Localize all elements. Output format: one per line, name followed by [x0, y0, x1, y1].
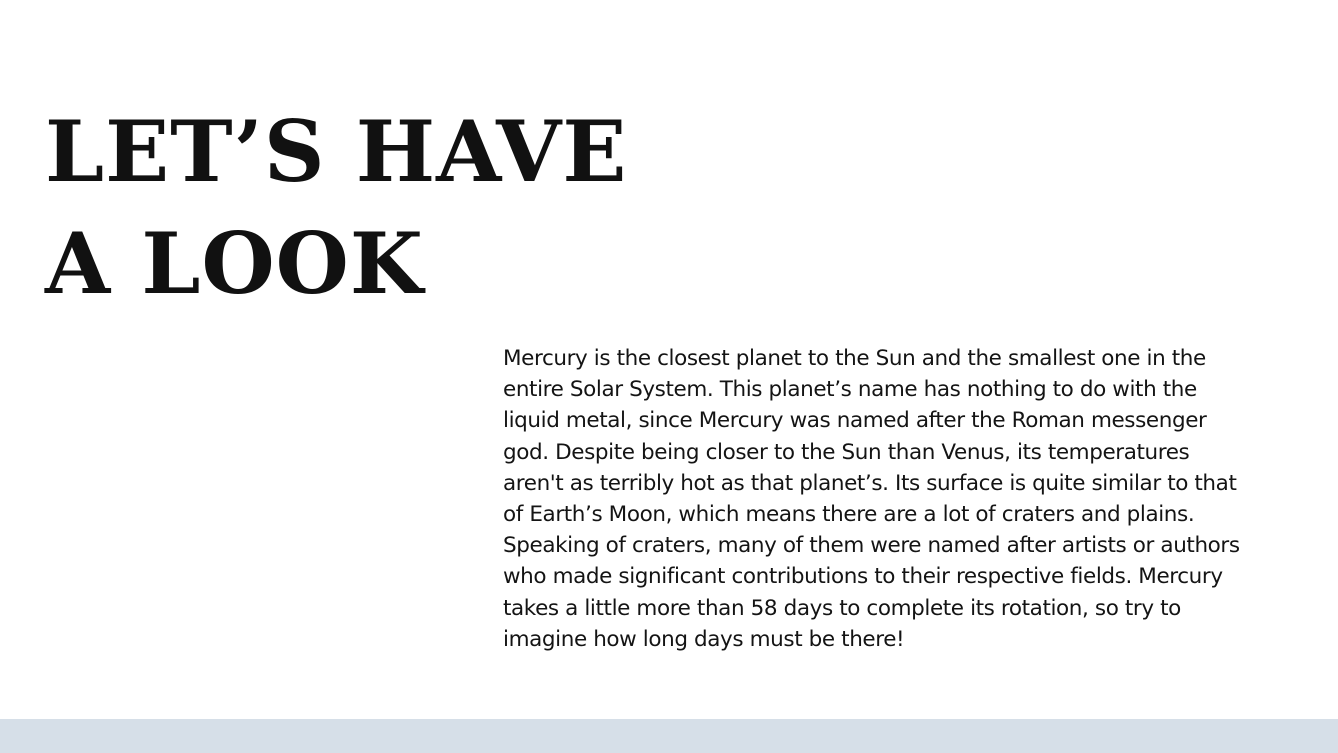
footer-bar	[0, 719, 1338, 753]
slide-title	[45, 96, 665, 320]
body-line: Mercury is the closest planet to the Sun and the smallest one in the	[503, 346, 1206, 371]
title-line-1: LET’S HAVE	[45, 102, 628, 201]
body-line: god. Despite being closer to the Sun than Venus, its temperatures	[503, 439, 1190, 465]
body-line: who made significant contributions to their respective fields. Mercury	[503, 564, 1223, 590]
body-line: entire Solar System. This planet’s name has nothing to do with the	[503, 377, 1197, 403]
body-line: of Earth’s Moon, which means there are a lot of craters and plains.	[503, 502, 1195, 528]
body-line: aren't as terribly hot as that planet’s. Its surface is quite similar to that	[503, 470, 1237, 496]
body-line: imagine how long days must be there!	[503, 626, 905, 652]
body-line: takes a little more than 58 days to complete its rotation, so try to	[503, 595, 1181, 621]
body-line: Speaking of craters, many of them were named after artists or authors	[503, 533, 1240, 559]
title-line-2: A LOOK	[45, 214, 424, 313]
body-line: liquid metal, since Mercury was named after the Roman messenger	[503, 408, 1207, 434]
body-paragraph	[503, 343, 1303, 655]
